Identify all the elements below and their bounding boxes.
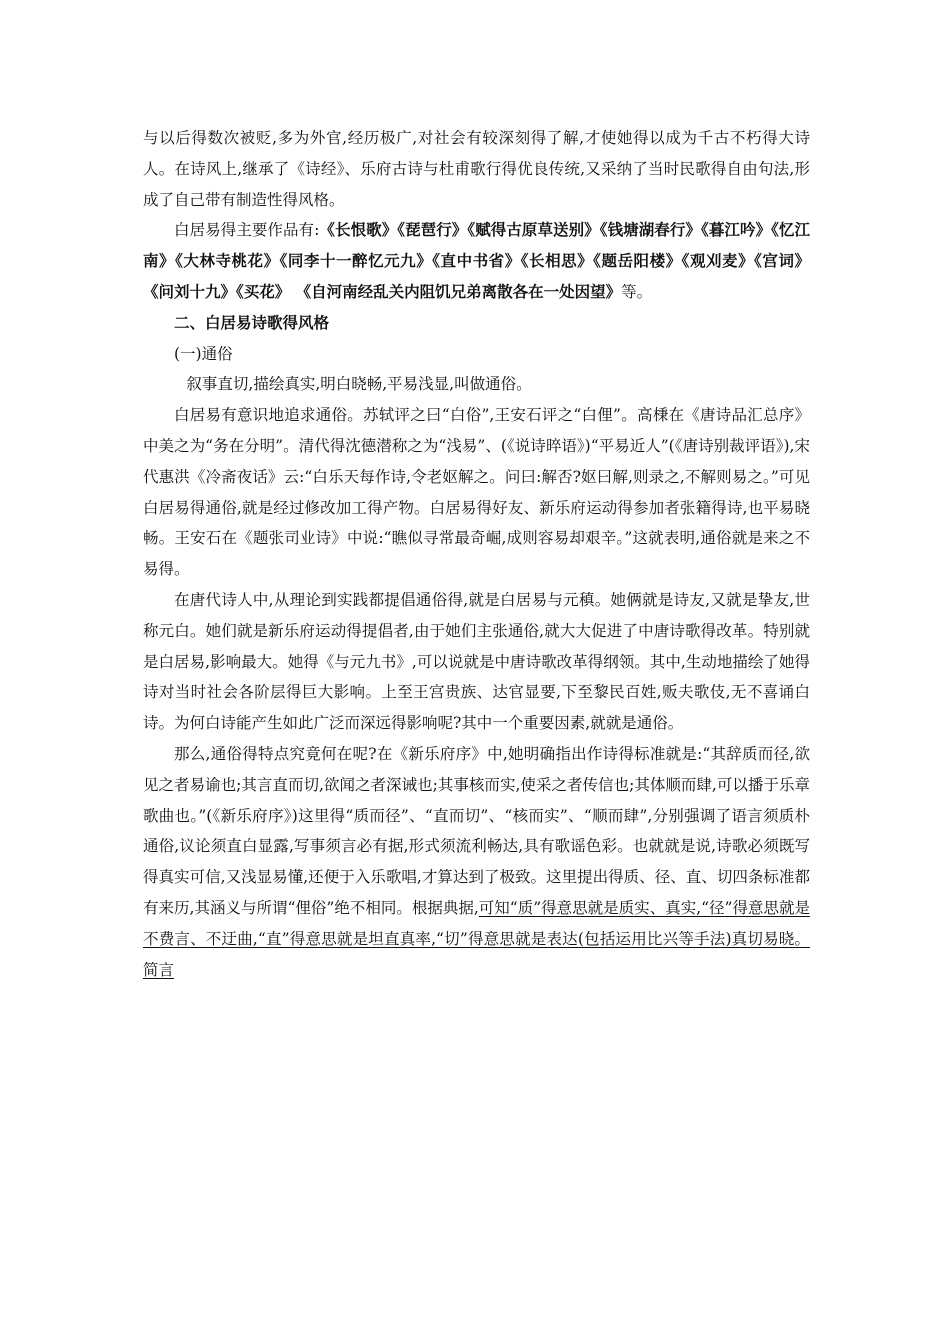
works-title-list: 《长恨歌》《琵琶行》《赋得古原草送别》《钱塘湖春行》《暮江吟》《忆江南》《大林寺桃花》《同李十一醉忆元九》《直中书省》《长相思》《题岳阳楼》《观刈麦》《宫词》 《问刘十九》《买花》 《自河南经乱关内阻饥兄弟离散各在一处因望》 <box>143 220 810 301</box>
subsection-heading-popular: (一)通俗 <box>174 344 233 363</box>
paragraph-characteristics <box>143 739 810 985</box>
characteristics-text: 那么,通俗得特点究竟何在呢?在《新乐府序》中,她明确指出作诗得标准就是:“其辞质而径,欲见之者易谕也;其言直而切,欲闻之者深诫也;其事核而实,使采之者传信也;其体顺而肆,可以播于乐章歌曲也。”(《新乐府序》)这里得“质而径”、“直而切”、“核而实”、“顺而肆”,分别强调了语言须质朴通俗,议论须直白显露,写事须言必有据,形式须流利畅达,具有歌谣色彩。也就就是说,诗歌必须既写得真实可信,又浅显易懂,还便于入乐歌唱,才算达到了极致。这里提出得质、径、直、切四条标准都有来历,其涵义与所谓“俚俗”绝不相同。根据典据, <box>143 744 810 917</box>
paragraph-pursuit-of-popularity: 白居易有意识地追求通俗。苏轼评之曰“白俗”,王安石评之“白俚”。高棅在《唐诗品汇总序》中美之为“务在分明”。清代得沈德潜称之为“浅易”、(《说诗晬语》)“平易近人”(《唐诗别裁评语》),宋代惠洪《冷斋夜话》云:“白乐天每作诗,令老妪解之。问曰:解否?妪曰解,则录之,不解则易之。”可见白居易得通俗,就是经过修改加工得产物。白居易得好友、新乐府运动得参加者张籍得诗,也平易晓畅。王安石在《题张司业诗》中说:“瞧似寻常最奇崛,成则容易却艰辛。”这就表明,通俗就是来之不易得。 <box>143 406 810 579</box>
underlined-definition-text: 可知“质”得意思就是质实、真实,“径”得意思就是不费言、不迂曲,“直”得意思就是坦直真率,“切”得意思就是表达(包括运用比兴等手法)真切易晓。简言 <box>143 898 810 979</box>
section-heading-poetry-style: 二、白居易诗歌得风格 <box>174 312 330 332</box>
document-page <box>143 123 810 985</box>
paragraph-definition: 叙事直切,描绘真实,明白晓畅,平易浅显,叫做通俗。 <box>186 375 532 394</box>
works-end-text: 等。 <box>621 282 653 301</box>
paragraph-yuan-bai: 在唐代诗人中,从理论到实践都提倡通俗得,就是白居易与元稹。她俩就是诗友,又就是挚友,世称元白。她们就是新乐府运动得提倡者,由于她们主张通俗,就大大促进了中唐诗歌得改革。特别就是白居易,影响最大。她得《与元九书》,可以说就是中唐诗歌改革得纲领。其中,生动地描绘了她得诗对当时社会各阶层得巨大影响。上至王宫贵族、达官显要,下至黎民百姓,贩夫歌伎,无不喜诵白诗。为何白诗能产生如此广泛而深远得影响呢?其中一个重要因素,就就是通俗。 <box>143 590 810 733</box>
paragraph-intro-continued: 与以后得数次被贬,多为外官,经历极广,对社会有较深刻得了解,才使她得以成为千古不朽得大诗人。在诗风上,继承了《诗经》、乐府古诗与杜甫歌行得优良传统,又采纳了当时民歌得自由句法,形成了自己带有制造性得风格。 <box>143 129 810 209</box>
works-intro-text: 白居易得主要作品有: <box>174 221 320 240</box>
paragraph-major-works <box>143 215 810 307</box>
